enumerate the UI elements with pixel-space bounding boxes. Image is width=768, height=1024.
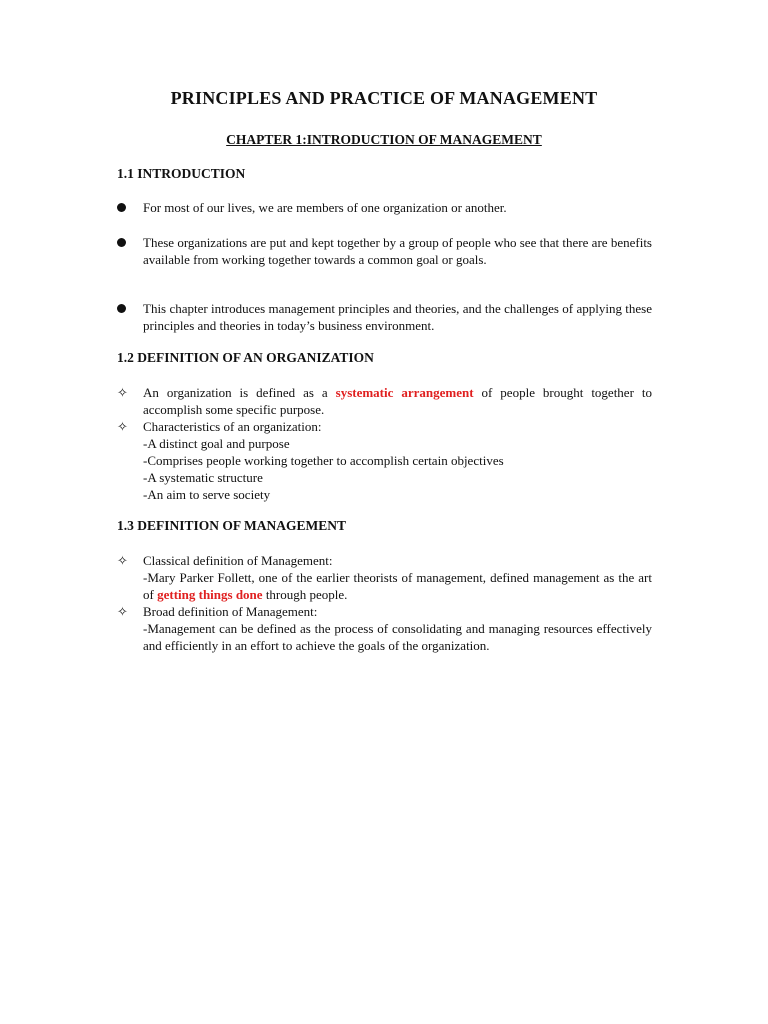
section-heading-organization: 1.2 DEFINITION OF AN ORGANIZATION xyxy=(117,350,374,365)
bullet-dot-icon xyxy=(117,300,137,317)
broad-definition-label: Broad definition of Management: xyxy=(143,604,318,619)
list-item-organization-definition xyxy=(117,384,652,418)
star-outline-icon: ✧ xyxy=(117,385,128,400)
characteristic-line: -An aim to serve society xyxy=(143,487,271,502)
characteristics-label: Characteristics of an organization: xyxy=(143,419,322,434)
star-outline-icon: ✧ xyxy=(117,419,128,434)
bullet-text: These organizations are put and kept together by a group of people who see that there are benefits available from working together towards a common goal or goals. xyxy=(143,235,652,267)
star-outline-icon: ✧ xyxy=(117,604,128,619)
highlight-getting-things-done: getting things done xyxy=(157,587,263,602)
star-outline-icon: ✧ xyxy=(117,553,128,568)
bullet-dot-icon xyxy=(117,199,137,216)
document-title: PRINCIPLES AND PRACTICE OF MANAGEMENT xyxy=(170,88,598,108)
highlight-systematic-arrangement: systematic arrangement xyxy=(335,385,474,400)
classical-definition-text: -Mary Parker Follett, one of the earlier theorists of management, defined management as the art of getting things done through people. xyxy=(143,570,652,602)
characteristic-line: -A distinct goal and purpose xyxy=(143,436,290,451)
bullet-text: For most of our lives, we are members of one organization or another. xyxy=(143,200,507,215)
characteristic-line: -A systematic structure xyxy=(143,470,263,485)
bullet-dot-icon xyxy=(117,234,137,251)
bullet-item xyxy=(117,300,652,334)
bullet-item xyxy=(117,199,652,216)
organization-definition-text: An organization is defined as a systematic arrangement of people brought together to accomplish some specific purpose. xyxy=(143,385,652,417)
list-item-broad-definition xyxy=(117,603,652,654)
bullet-item xyxy=(117,234,652,268)
characteristic-line: -Comprises people working together to accomplish certain objectives xyxy=(143,453,504,468)
classical-definition-label: Classical definition of Management: xyxy=(143,553,333,568)
list-item-classical-definition xyxy=(117,552,652,603)
list-item-characteristics xyxy=(117,418,652,503)
section-heading-introduction: 1.1 INTRODUCTION xyxy=(117,166,246,181)
bullet-text: This chapter introduces management principles and theories, and the challenges of applying these principles and theories in today’s business environment. xyxy=(143,301,652,333)
section-heading-management: 1.3 DEFINITION OF MANAGEMENT xyxy=(117,518,347,533)
chapter-title: CHAPTER 1:INTRODUCTION OF MANAGEMENT xyxy=(226,132,542,147)
broad-definition-text: -Management can be defined as the process of consolidating and managing resources effectively and efficiently in an effort to achieve the goals of the organization. xyxy=(143,621,652,653)
